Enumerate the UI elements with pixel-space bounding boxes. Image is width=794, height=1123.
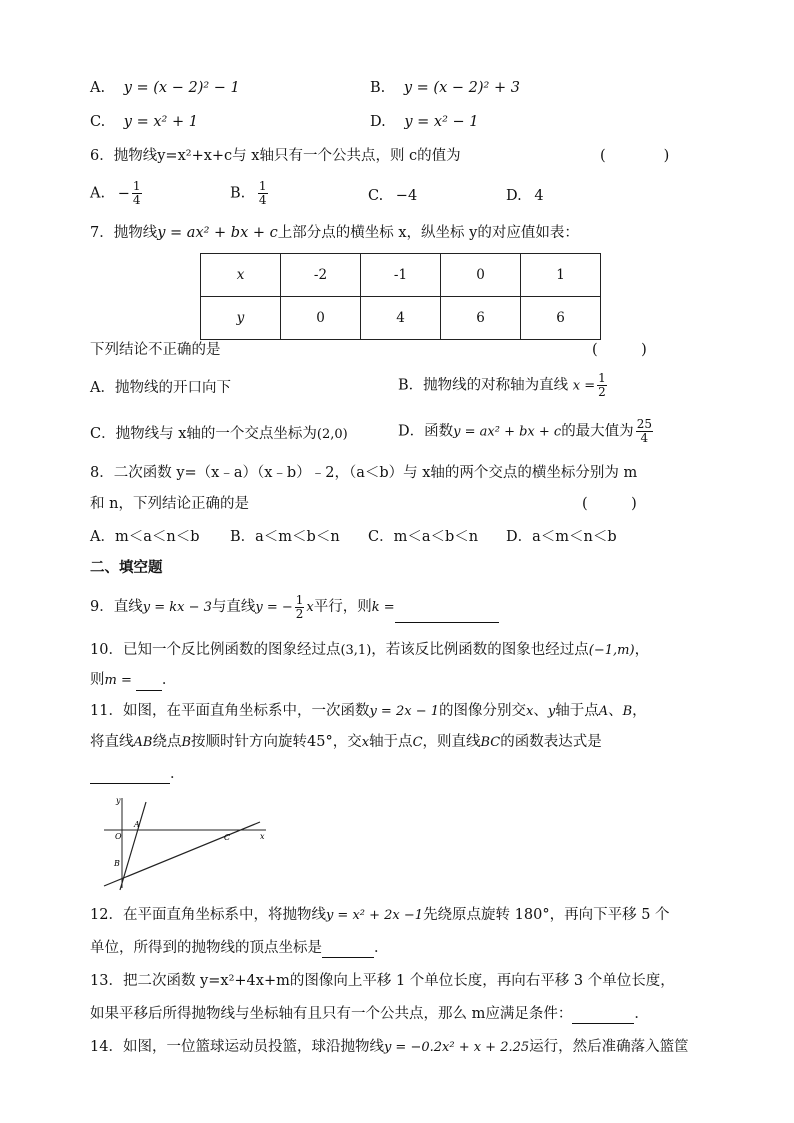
question-text: 单位，所得到的抛物线的顶点坐标是 (90, 940, 322, 956)
option-label: D. (506, 188, 522, 204)
point-c-label: C (224, 833, 231, 842)
question-text: 把二次函数 y=x²+4x+m的图像向上平移 1 个单位长度，再向右平移 3 个单位长度， (122, 973, 675, 989)
q5-option-c (90, 112, 198, 132)
q7-option-a: A．抛物线的开口向下 (90, 380, 231, 396)
question-number: 13． (90, 973, 123, 989)
question-expr: y (547, 704, 556, 719)
point-b-label: B (114, 859, 120, 868)
option-text: D．函数 (398, 423, 454, 440)
question-text: ． (170, 766, 185, 782)
point-a-label: A (134, 820, 140, 829)
q7-prompt: 下列结论不正确的是 (90, 342, 221, 358)
question-text: ，则直线 (422, 734, 481, 750)
question-expr: (3,1) (340, 643, 372, 658)
question-expr: x (306, 600, 314, 615)
question-expr: C (412, 735, 423, 750)
option-label: C. (368, 188, 384, 204)
q8-option-b: B．a＜m＜b＜n (230, 529, 340, 545)
q7-option-c (90, 424, 348, 445)
fraction (258, 180, 268, 207)
question-text: ． (161, 672, 177, 688)
question-text: 上部分点的横坐标 x，纵坐标 y的对应值如表： (277, 225, 579, 241)
y-axis-label: y (116, 796, 121, 805)
q8-option-d: D．a＜m＜n＜b (506, 529, 617, 545)
q6-option-b (230, 180, 270, 207)
table-row (201, 254, 601, 297)
question-expr: y = 2x − 1 (369, 704, 439, 719)
question-text: ． (374, 940, 389, 956)
option-sign: − (117, 185, 130, 202)
q8-answer-paren: ( ) (582, 496, 637, 512)
numerator: 25 (636, 417, 652, 431)
question-text: 轴于点 (369, 734, 413, 750)
option-expr: y = (x − 2)² − 1 (123, 80, 240, 96)
question-text: 绕点 (152, 734, 182, 750)
q6-option-a (90, 180, 144, 207)
question-text: 轴于点 (555, 703, 599, 719)
q6-stem (90, 146, 461, 166)
q6-answer-paren: ( ) (600, 148, 670, 164)
question-number: 11． (90, 703, 123, 719)
question-expr: y = x² + 2x −1 (325, 908, 424, 923)
denominator: 2 (598, 385, 606, 399)
option-expr: y = (x − 2)² + 3 (403, 80, 520, 96)
q6-option-c (368, 186, 417, 206)
table-cell: x (236, 267, 245, 283)
question-text: 抛物线 (113, 225, 158, 241)
question-text: 与直线 (211, 599, 256, 615)
question-text: 二次函数 y=（x﹣a）（x﹣b）﹣2，（a＜b）与 x轴的两个交点的横坐标分别为 m (113, 465, 638, 481)
question-text: ，若该反比例函数的图象也经过点 (371, 642, 589, 658)
question-text: 直线 (113, 599, 143, 615)
option-expr: y = x² − 1 (404, 114, 479, 130)
q8-option-c: C．m＜a＜b＜n (368, 529, 479, 545)
q12-stem-line1 (90, 905, 670, 926)
option-text: 的最大值为 (561, 423, 634, 440)
answer-blank[interactable] (395, 608, 499, 623)
q5-option-a (90, 78, 240, 98)
q10-stem-line1 (90, 640, 649, 661)
option-label: D. (370, 114, 386, 130)
q12-stem-line2 (90, 938, 389, 958)
numerator: 1 (295, 592, 304, 607)
question-expr: x (361, 735, 370, 750)
table-cell: 6 (521, 297, 601, 340)
q6-option-d (506, 186, 544, 206)
question-expr: 45° (307, 734, 333, 750)
q11-coordinate-figure (100, 794, 270, 892)
numerator: 1 (132, 179, 141, 193)
question-text: 在平面直角坐标系中，将抛物线 (122, 907, 326, 923)
question-text: 已知一个反比例函数的图象经过点 (122, 642, 341, 658)
question-number: 14． (90, 1039, 123, 1055)
origin-label: O (115, 832, 122, 841)
option-label: C. (90, 114, 106, 130)
table-cell: -1 (361, 254, 441, 297)
answer-blank[interactable] (322, 943, 374, 958)
table-header-y (201, 297, 281, 340)
answer-blank[interactable] (90, 769, 170, 784)
numerator: 1 (598, 371, 606, 385)
q7-value-table (200, 253, 601, 340)
question-text: 如图，在平面直角坐标系中，一次函数 (122, 703, 370, 719)
q8-option-a: A．m＜a＜n＜b (90, 529, 200, 545)
denominator: 4 (640, 431, 649, 445)
option-value: 4 (534, 188, 544, 204)
q14-stem (90, 1037, 689, 1058)
option-label: A. (90, 80, 106, 96)
question-number: 12． (90, 907, 123, 923)
question-expr: y = −0.2x² + x + 2.25 (383, 1040, 530, 1055)
denominator: 4 (258, 193, 267, 207)
table-header-x (201, 254, 281, 297)
question-text: ， (632, 703, 647, 719)
question-text: 先绕原点旋转 180°，再向下平移 5 个 (423, 907, 670, 923)
question-text: 运行，然后准确落入篮筐 (529, 1039, 689, 1055)
answer-blank[interactable] (136, 676, 162, 691)
option-expr: y = x² + 1 (123, 114, 198, 130)
table-row (201, 297, 601, 340)
table-cell: -2 (281, 254, 361, 297)
question-text: 、 (533, 703, 548, 719)
question-text: 将直线 (90, 734, 134, 750)
table-cell: 4 (361, 297, 441, 340)
question-number: 10． (90, 642, 123, 658)
question-number: 9． (90, 599, 114, 615)
question-text: 、 (608, 703, 623, 719)
q11-stem-line1 (90, 701, 647, 722)
q11-stem-line2 (90, 732, 602, 753)
question-number: 8． (90, 465, 114, 481)
table-cell: y (236, 310, 245, 326)
question-number: 7． (90, 225, 114, 241)
q7-stem (90, 223, 579, 243)
option-expr: (2,0) (316, 427, 348, 442)
option-expr: x = (572, 378, 596, 394)
question-expr: y = − (255, 600, 293, 615)
q5-option-d (370, 112, 478, 132)
answer-blank[interactable] (572, 1009, 634, 1024)
option-label: A. (90, 185, 106, 202)
line-bc (104, 822, 260, 886)
question-text: 抛物线y=x²+x+c与 x轴只有一个公共点，则 c的值为 (113, 148, 461, 164)
line-ab (120, 802, 146, 890)
option-expr: y = ax² + bx + c (453, 424, 562, 440)
question-text: 如果平移后所得抛物线与坐标轴有且只有一个公共点，那么 m应满足条件： (90, 1006, 573, 1022)
table-cell: 6 (441, 297, 521, 340)
question-number: 6． (90, 148, 114, 164)
question-expr: A (598, 704, 609, 719)
fraction (597, 372, 607, 399)
q11-answer-line (90, 764, 185, 784)
question-text: ． (634, 1006, 649, 1022)
question-expr: k = (371, 600, 395, 615)
question-text: ， (634, 642, 650, 658)
question-expr: AB (133, 735, 153, 750)
table-cell: 0 (281, 297, 361, 340)
q10-stem-line2 (90, 670, 176, 691)
question-text: 的图像分别交 (439, 703, 526, 719)
section-heading: 二、填空题 (90, 560, 163, 576)
question-expr: (−1,m) (588, 643, 635, 658)
question-text: 平行，则 (313, 599, 372, 615)
table-cell: 1 (521, 254, 601, 297)
question-text: 的函数表达式是 (500, 734, 602, 750)
q13-stem-line1 (90, 971, 675, 991)
question-text: 则 (90, 672, 105, 688)
question-text: 按顺时针方向旋转 (191, 734, 308, 750)
q8-stem-line2: 和 n，下列结论正确的是 (90, 496, 249, 512)
denominator: 2 (295, 606, 304, 621)
denominator: 4 (132, 193, 141, 207)
fraction (132, 180, 142, 207)
question-expr: y = ax² + bx + c (157, 225, 278, 241)
fraction (636, 418, 653, 445)
question-text: 如图，一位篮球运动员投篮，球沿抛物线 (122, 1039, 384, 1055)
question-expr: x (526, 704, 534, 719)
option-value: −4 (395, 188, 418, 204)
q5-option-b (370, 78, 520, 98)
option-label: B. (230, 185, 246, 202)
table-cell: 0 (441, 254, 521, 297)
question-expr: m = (104, 673, 132, 688)
q7-option-b (398, 372, 609, 399)
q8-stem-line1 (90, 463, 637, 483)
option-label: B. (370, 80, 386, 96)
q13-stem-line2 (90, 1004, 649, 1024)
option-text: C．抛物线与 x轴的一个交点坐标为 (90, 426, 317, 442)
q7-answer-paren: ( ) (592, 342, 647, 358)
question-expr: B (181, 735, 192, 750)
question-expr: BC (480, 735, 501, 750)
numerator: 1 (258, 179, 267, 193)
fraction (295, 594, 305, 621)
question-expr: y = kx − 3 (142, 600, 212, 615)
question-expr: B (622, 704, 633, 719)
option-text: B．抛物线的对称轴为直线 (398, 377, 569, 394)
question-text: ，交 (332, 734, 362, 750)
q9-stem (90, 592, 499, 623)
x-axis-label: x (260, 832, 265, 841)
q7-option-d (398, 418, 655, 445)
